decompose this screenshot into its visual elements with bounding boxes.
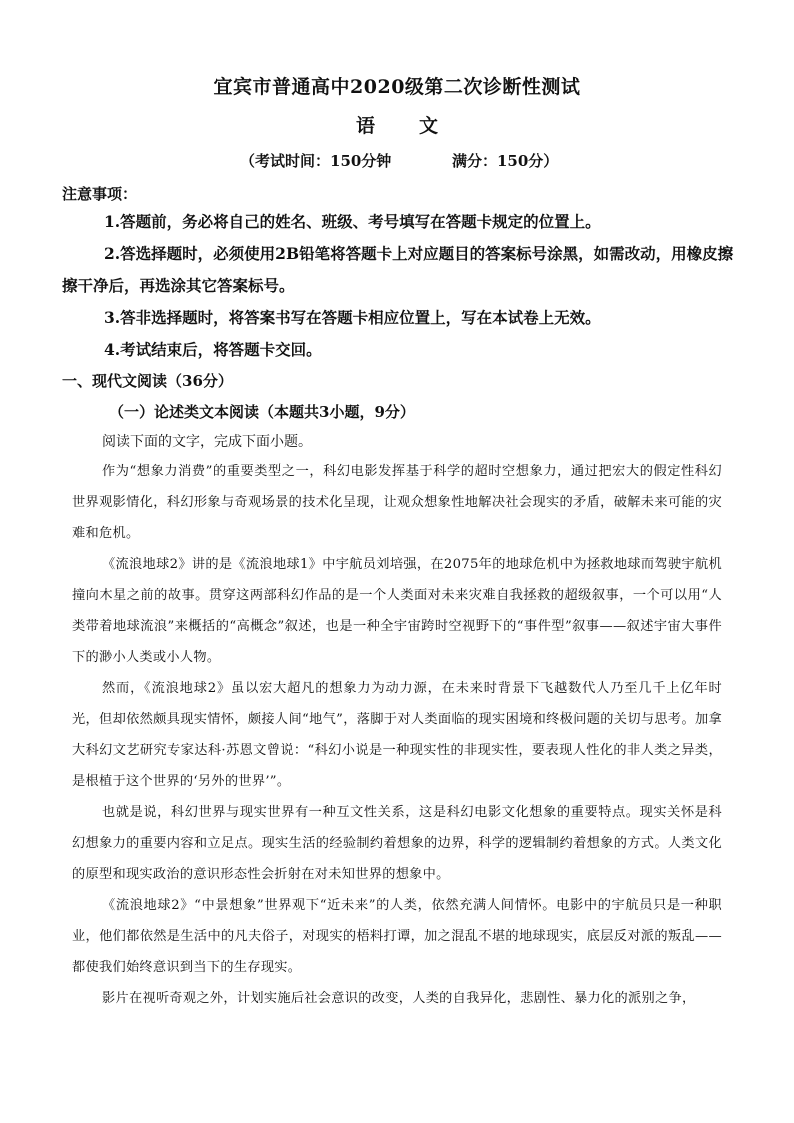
passage-paragraph: 也就是说，科幻世界与现实世界有一种互文性关系，这是科幻电影文化想象的重要特点。现实关怀是科幻想象力的重要内容和立足点。现实生活的经验制约着想象的边界，科学的逻辑制约着想象的方式。人类文化的原型和现实政治的意识形态性会折射在对未知世界的想象中。 bbox=[72, 805, 722, 882]
subject-char-1: 语 bbox=[355, 115, 375, 137]
notice-item: 2.答选择题时，必须使用2B铅笔将答题卡上对应题目的答案标号涂黑，如需改动，用橡皮擦擦干净后，再选涂其它答案标号。 bbox=[62, 244, 734, 295]
exam-time: （考试时间：150分钟 bbox=[240, 152, 392, 170]
passage-paragraph: 《流浪地球2》“中景想象”世界观下“近未来”的人类，依然充满人间情怀。电影中的宇航员只是一种职业，他们都依然是生活中的凡夫俗子，对现实的梧料打谭，加之混乱不堪的地球现实，底层反对派的叛乱——都使我们始终意识到当下的生存现实。 bbox=[72, 898, 722, 975]
passage-paragraph: 然而，《流浪地球2》虽以宏大超凡的想象力为动力源，在未来时背景下飞越数代人乃至几千上亿年时光，但却依然颇具现实情怀，颇接人间“地气”，落脚于对人类面临的现实困境和终极问题的关切与思考。加拿大科幻文艺研究专家达科·苏恩文曾说：“科幻小说是一种现实性的非现实性，要表现人性化的非人类之异类，是根植于这个世界的‘另外的世界’”。 bbox=[72, 681, 722, 789]
notice-item: 4.考试结束后，将答题卡交回。 bbox=[104, 340, 322, 359]
notice-item: 3.答非选择题时，将答案书写在答题卡相应位置上，写在本试卷上无效。 bbox=[104, 308, 601, 327]
passage-paragraph: 《流浪地球2》讲的是《流浪地球1》中宇航员刘培强，在2075年的地球危机中为拯救地球而驾驶宇航机撞向木星之前的故事。贯穿这两部科幻作品的是一个人类面对未来灾难自我拯救的超级叙事，一个可以用“人类带着地球流浪”来概括的“高概念”叙述，也是一种全宇宙跨时空视野下的“事件型”叙事——叙述宇宙大事件下的渺小人类或小人物。 bbox=[72, 557, 722, 665]
exam-title: 宜宾市普通高中2020级第二次诊断性测试 bbox=[213, 76, 581, 98]
exam-info bbox=[240, 150, 559, 172]
passage-paragraph: 影片在视听奇观之外，计划实施后社会意识的改变，人类的自我异化，悲剧性、暴力化的派别之争， bbox=[102, 991, 696, 1006]
exam-score: 满分：150分） bbox=[452, 152, 559, 170]
reading-instruction: 阅读下面的文字，完成下面小题。 bbox=[102, 434, 312, 450]
notice-item: 1.答题前，务必将自己的姓名、班级、考号填写在答题卡规定的位置上。 bbox=[104, 212, 601, 231]
passage-paragraph: 作为“想象力消费”的重要类型之一，科幻电影发挥基于科学的超时空想象力，通过把宏大的假定性科幻世界观影情化，科幻形象与奇观场景的技术化呈现，让观众想象性地解决社会现实的矛盾，破解未来可能的灾难和危机。 bbox=[72, 464, 722, 541]
subject-char-2: 文 bbox=[419, 115, 439, 137]
sub-section-heading: （一）论述类文本阅读（本题共3小题，9分） bbox=[109, 403, 415, 421]
subject-name bbox=[0, 113, 794, 139]
notice-heading: 注意事项： bbox=[62, 185, 138, 203]
section-heading: 一、现代文阅读（36分） bbox=[62, 372, 233, 390]
